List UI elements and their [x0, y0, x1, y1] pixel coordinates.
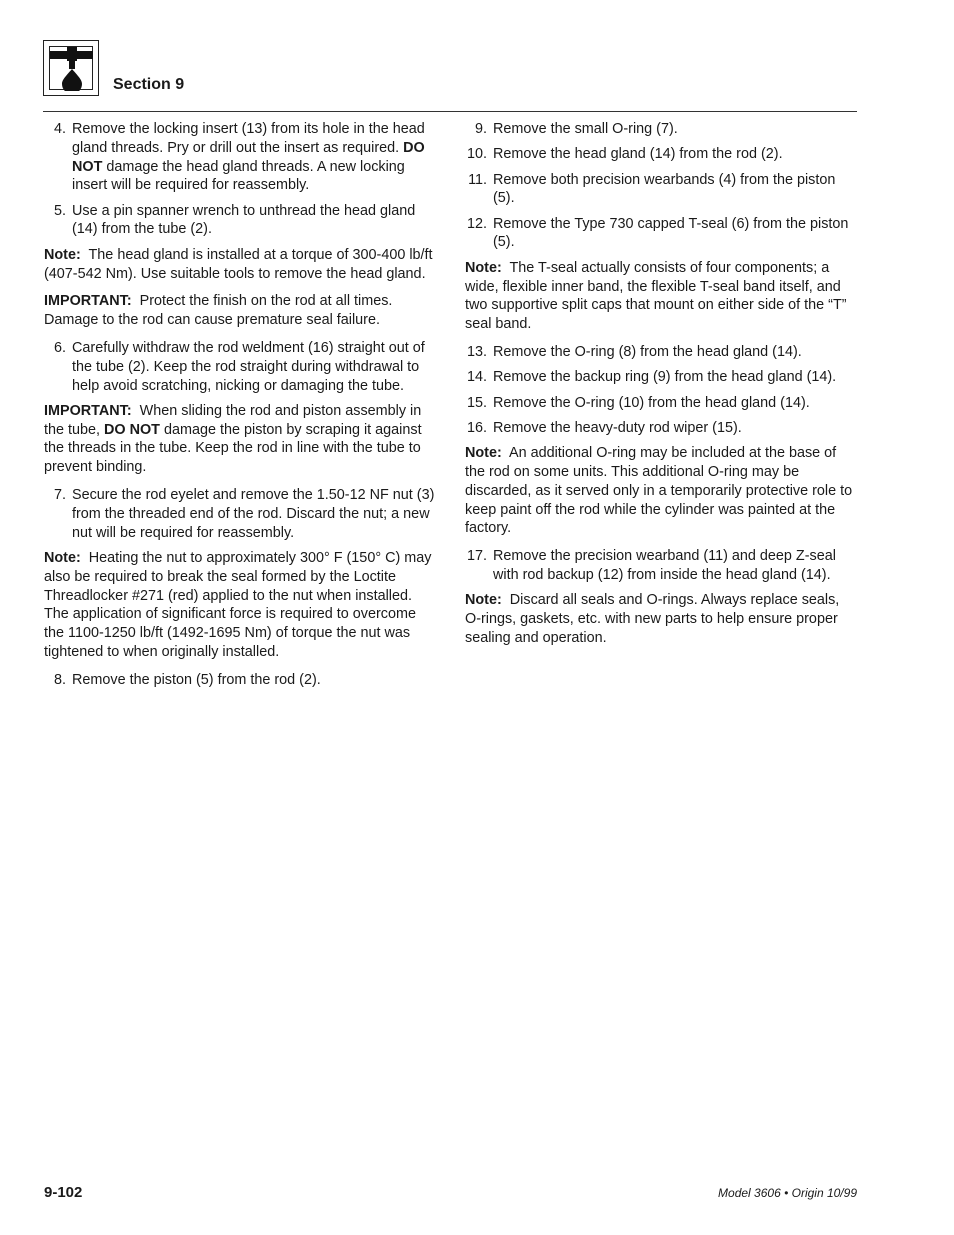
note-paragraph: Note: Discard all seals and O-rings. Always replace seals, O-rings, gaskets, etc. with new parts to help ensure proper sealing and operation. [465, 592, 844, 646]
step-text: Remove the precision wearband (11) and deep Z-seal with rod backup (12) from inside the head gland (14). [493, 548, 836, 583]
step-text: Remove the O-ring (10) from the head gland (14). [493, 394, 810, 411]
step-5 [44, 202, 436, 240]
step-text: Remove both precision wearbands (4) from the piston (5). [493, 171, 836, 207]
step-17 [465, 547, 857, 585]
step-text: Remove the locking insert (13) from its hole in the head gland threads. Pry or drill out the insert as required. DO NOT damage the head gland threads. A new locking insert will be required for reassembly. [72, 121, 425, 194]
step-text: Secure the rod eyelet and remove the 1.50-12 NF nut (3) from the threaded end of the rod. Discard the nut; a new nut will be required for reassembly. [72, 487, 435, 541]
step-number: 11. [468, 171, 487, 188]
step-text: Remove the O-ring (8) from the head gland (14). [493, 343, 802, 360]
model-info: Model 3606 • Origin 10/99 [718, 1186, 857, 1200]
step-9 [465, 120, 857, 139]
step-number: 4. [53, 121, 66, 137]
step-number: 7. [53, 487, 66, 504]
note-paragraph: Note: An additional O-ring may be included at the base of the rod on some units. This additional O-ring may be discarded, as it served only in a temporarily protective role to keep paint off the rod while the cylinder was painted at the factory. [465, 445, 857, 537]
step-text: Remove the head gland (14) from the rod (2). [493, 146, 783, 163]
step-number: 9. [474, 121, 487, 137]
step-text: Remove the heavy-duty rod wiper (15). [493, 419, 742, 436]
hydraulic-drop-icon [49, 46, 93, 90]
step-number: 5. [53, 202, 66, 219]
step-text: Remove the Type 730 capped T-seal (6) from the piston (5). [493, 215, 849, 251]
step-number: 17. [466, 548, 487, 565]
section-logo [43, 40, 99, 96]
step-16 [465, 419, 857, 438]
step-10 [465, 145, 857, 164]
left-column [44, 120, 436, 696]
step-number: 8. [53, 671, 66, 688]
step-12 [465, 215, 857, 253]
step-number: 10. [466, 146, 487, 163]
step-text: Carefully withdraw the rod weldment (16) straight out of the tube (2). Keep the rod straight during withdrawal to help avoid scratching, nicking or damaging the tube. [72, 339, 425, 394]
step-text: Remove the backup ring (9) from the head gland (14). [493, 369, 837, 386]
step-text: Remove the piston (5) from the rod (2). [72, 671, 321, 688]
right-column [465, 120, 857, 657]
step-14 [465, 368, 857, 387]
page-number: 9-102 [44, 1184, 83, 1201]
step-15 [465, 394, 857, 413]
note-paragraph: Note: Heating the nut to approximately 300° F (150° C) may also be required to break the seal formed by the Loctite Threadlocker #271 (red) applied to the nut when installed. The application of significant force is required to overcome the 1100-1250 lb/ft (1492-1695 Nm) of torque the nut was tightened to when originally installed. [44, 549, 436, 660]
step-number: 14. [466, 369, 487, 386]
step-6 [44, 339, 436, 395]
step-8 [44, 671, 436, 690]
step-7 [44, 486, 436, 542]
step-number: 6. [53, 339, 66, 356]
step-text: Remove the small O-ring (7). [493, 121, 678, 137]
important-paragraph: IMPORTANT: When sliding the rod and piston assembly in the tube, DO NOT damage the piston by scraping it against the threads in the tube. Keep the rod in line with the tube to prevent binding. [44, 402, 426, 476]
step-number: 13. [466, 343, 487, 360]
step-13 [465, 343, 857, 362]
note-paragraph: Note: The head gland is installed at a torque of 300-400 lb/ft (407-542 Nm). Use suitable tools to remove the head gland. [44, 246, 437, 282]
step-number: 15. [466, 394, 487, 411]
important-paragraph: IMPORTANT: Protect the finish on the rod at all times. Damage to the rod can cause premature seal failure. [44, 293, 397, 329]
section-title: Section 9 [113, 76, 185, 93]
note-paragraph: Note: The T-seal actually consists of four components; a wide, flexible inner band, the flexible T-seal band itself, and two supportive split caps that mount on either side of the “T” seal band. [465, 259, 851, 333]
step-number: 12. [466, 215, 487, 232]
step-11 [465, 171, 857, 209]
step-4 [44, 120, 436, 195]
step-text: Use a pin spanner wrench to unthread the head gland (14) from the tube (2). [72, 202, 416, 238]
step-number: 16. [466, 419, 487, 436]
header-divider [43, 111, 857, 112]
